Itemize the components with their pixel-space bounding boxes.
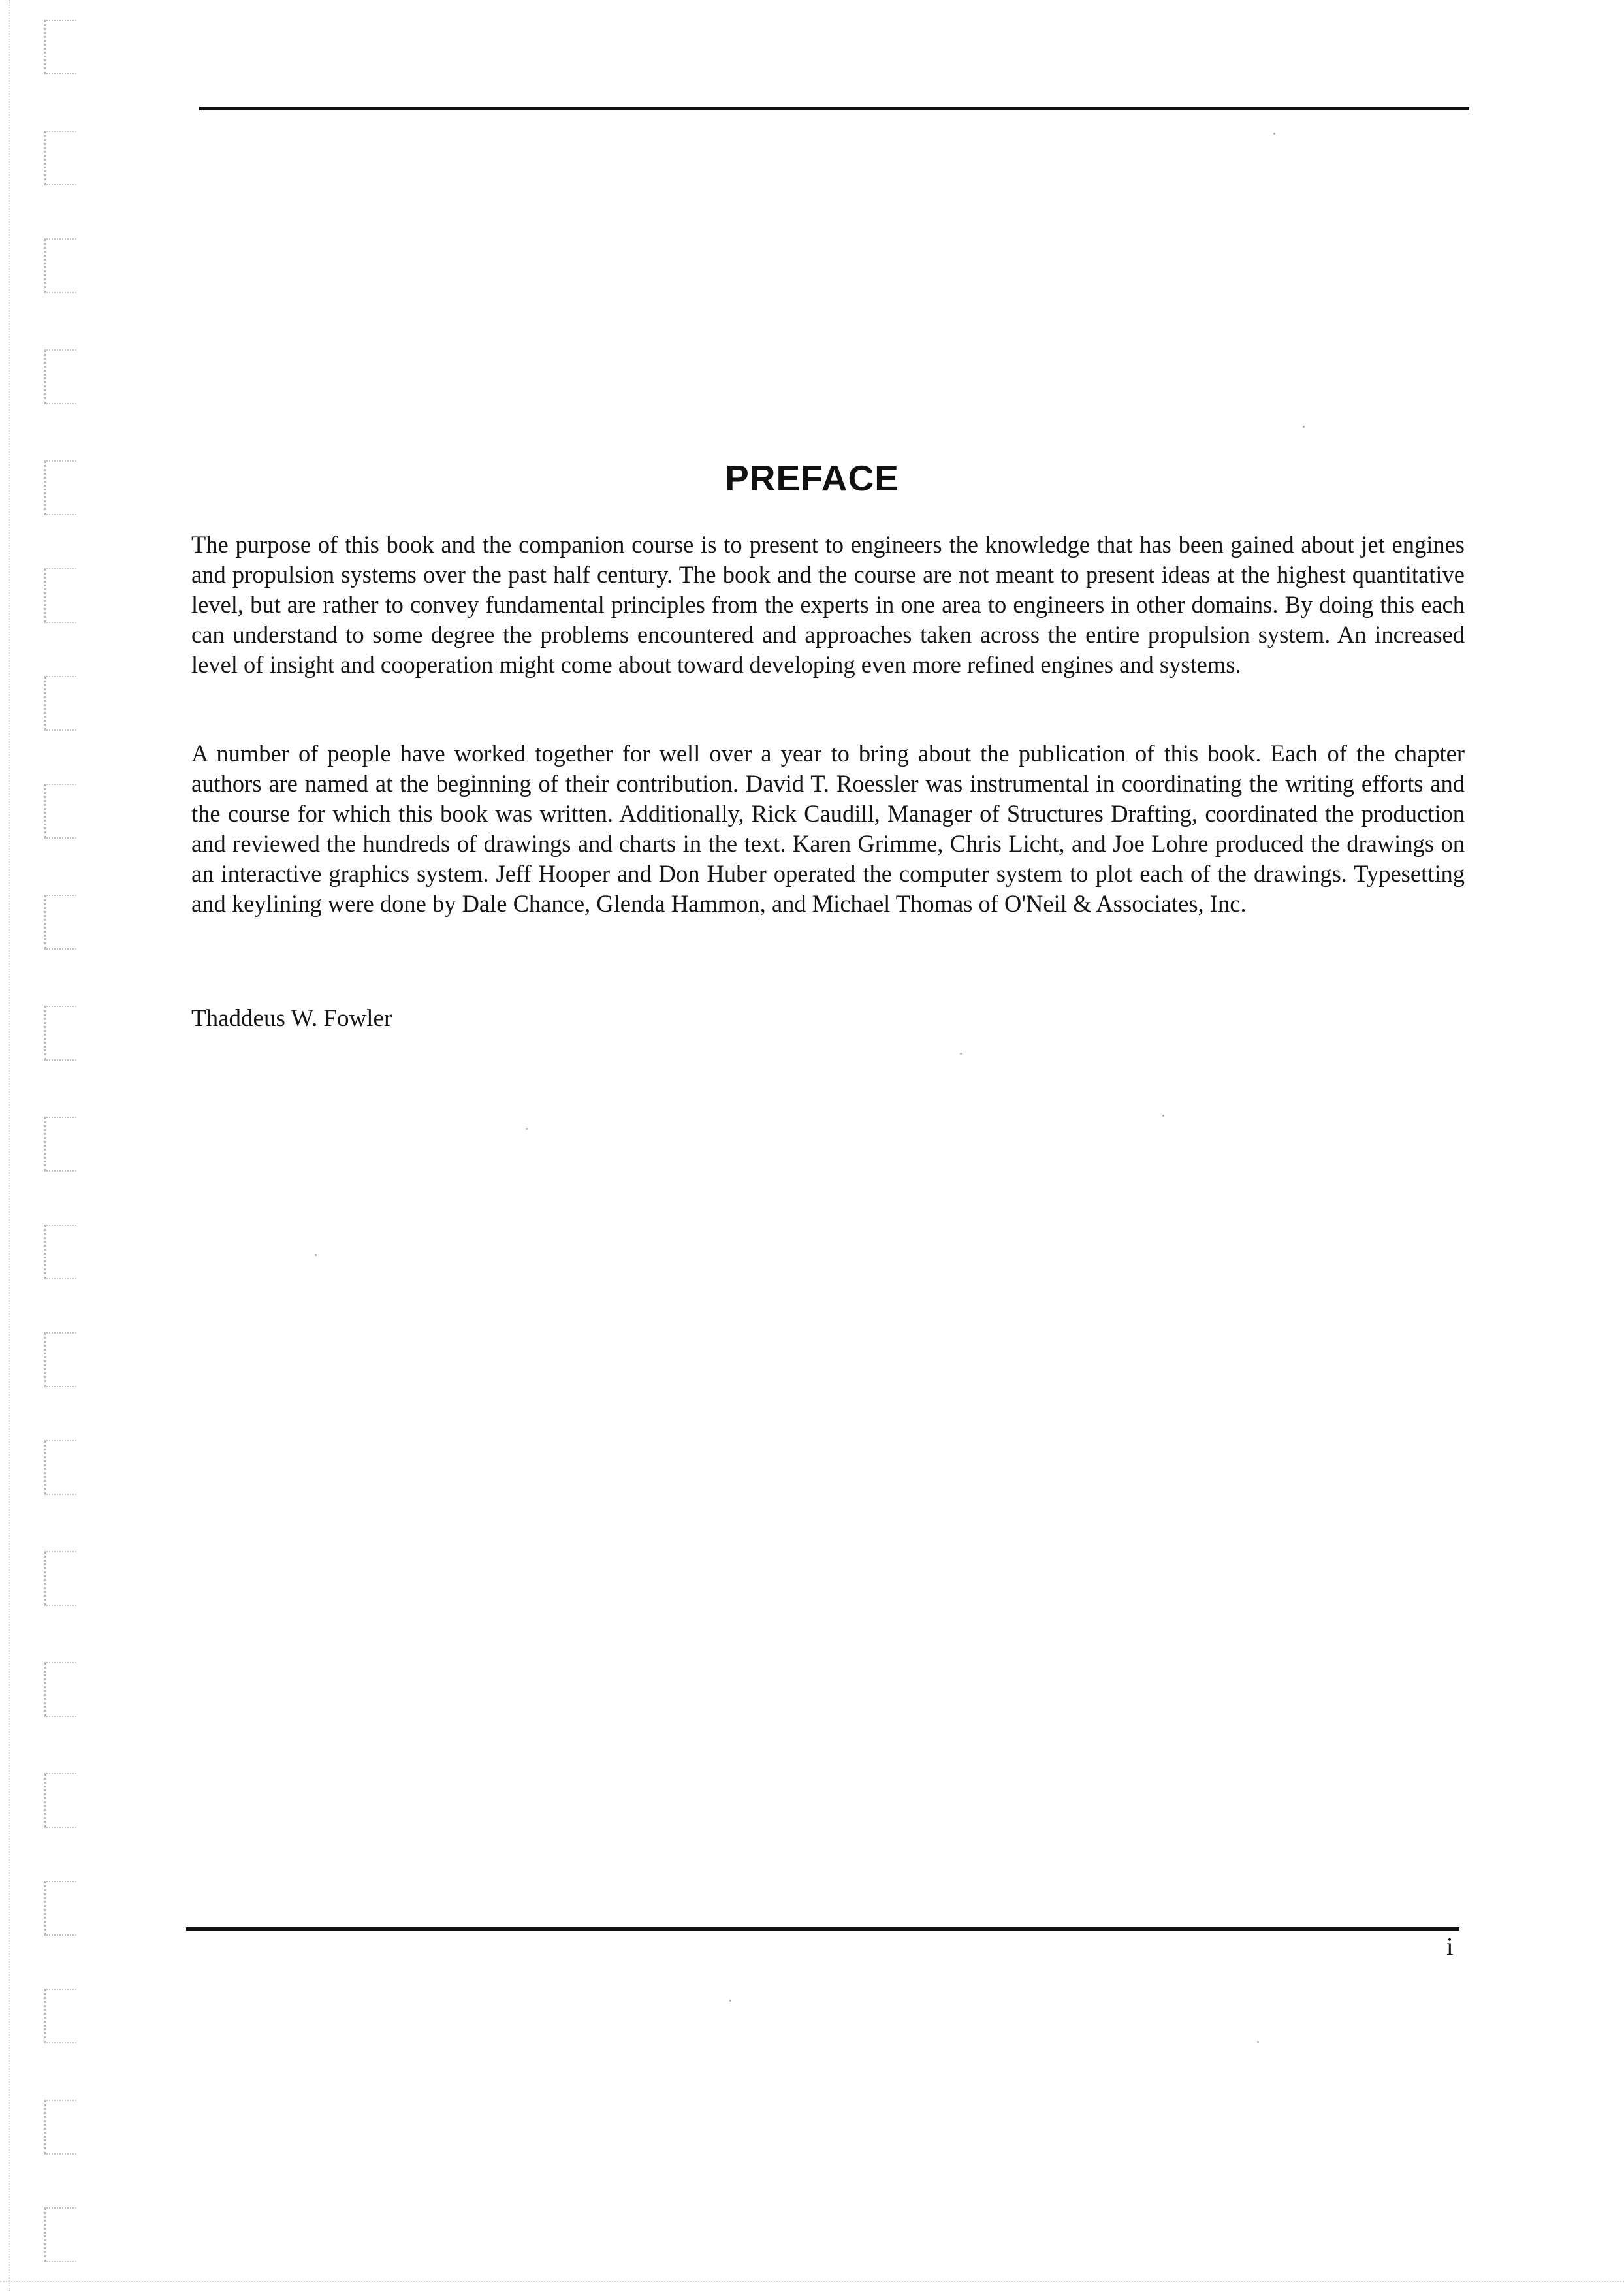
binding-hole-mark	[44, 20, 76, 74]
binding-hole-mark	[44, 2100, 76, 2155]
bottom-scan-edge	[0, 2281, 1624, 2282]
binding-hole-mark	[44, 1117, 76, 1172]
binding-hole-mark	[44, 131, 76, 185]
scan-speck	[1257, 2041, 1259, 2043]
scan-speck	[1273, 133, 1275, 135]
scan-speck	[960, 1053, 962, 1055]
binding-hole-mark	[44, 784, 76, 839]
binding-hole-mark	[44, 1551, 76, 1606]
scan-speck	[526, 1128, 528, 1130]
binding-hole-mark	[44, 1225, 76, 1279]
binding-hole-mark	[44, 1006, 76, 1061]
binding-guide-line	[9, 0, 10, 2291]
binding-hole-mark	[44, 895, 76, 950]
binding-hole-mark	[44, 349, 76, 404]
binding-hole-mark	[44, 2207, 76, 2262]
binding-hole-mark	[44, 238, 76, 293]
binding-marks	[20, 0, 78, 2291]
binding-hole-mark	[44, 1440, 76, 1495]
binding-hole-mark	[44, 1662, 76, 1717]
binding-hole-mark	[44, 568, 76, 623]
binding-hole-mark	[44, 676, 76, 731]
footer-rule	[186, 1927, 1459, 1931]
scan-speck	[315, 1254, 317, 1256]
scan-speck	[1303, 426, 1305, 428]
binding-hole-mark	[44, 1989, 76, 2043]
binding-hole-mark	[44, 1773, 76, 1828]
preface-paragraph: The purpose of this book and the companion course is to present to engineers the knowledge that has been gained about jet engines and propulsion systems over the past half century. The book and the course are not meant to present ideas at the highest quantitative level, but are rather to convey fundamental principles from the experts in one area to engineers in other domains. By doing this each can understand to some degree the problems encountered and approaches taken across the entire propulsion system. An increased level of insight and cooperation might come about toward developing even more refined engines and systems.	[191, 531, 1465, 678]
author-signature: Thaddeus W. Fowler	[191, 1005, 392, 1032]
page-title: PREFACE	[725, 458, 899, 498]
scan-speck	[1162, 1115, 1164, 1117]
header-rule	[199, 107, 1469, 110]
preface-paragraph: A number of people have worked together for well over a year to bring about the publication of this book. Each of the chapter authors are named at the beginning of their contribution. David T. Roessler was instrumental in coordinating the writing efforts and the course for which this book was written. Additionally, Rick Caudill, Manager of Structures Drafting, coordinated the production and reviewed the hundreds of drawings and charts in the text. Karen Grimme, Chris Licht, and Joe Lohre produced the drawings on an interactive graphics system. Jeff Hooper and Don Huber operated the computer system to plot each of the drawings. Typesetting and keylining were done by Dale Chance, Glenda Hammon, and Michael Thomas of O'Neil & Associates, Inc.	[191, 740, 1465, 917]
binding-hole-mark	[44, 1881, 76, 1936]
page-number: i	[1446, 1933, 1454, 1961]
scan-speck	[729, 2000, 731, 2002]
binding-hole-mark	[44, 1332, 76, 1387]
